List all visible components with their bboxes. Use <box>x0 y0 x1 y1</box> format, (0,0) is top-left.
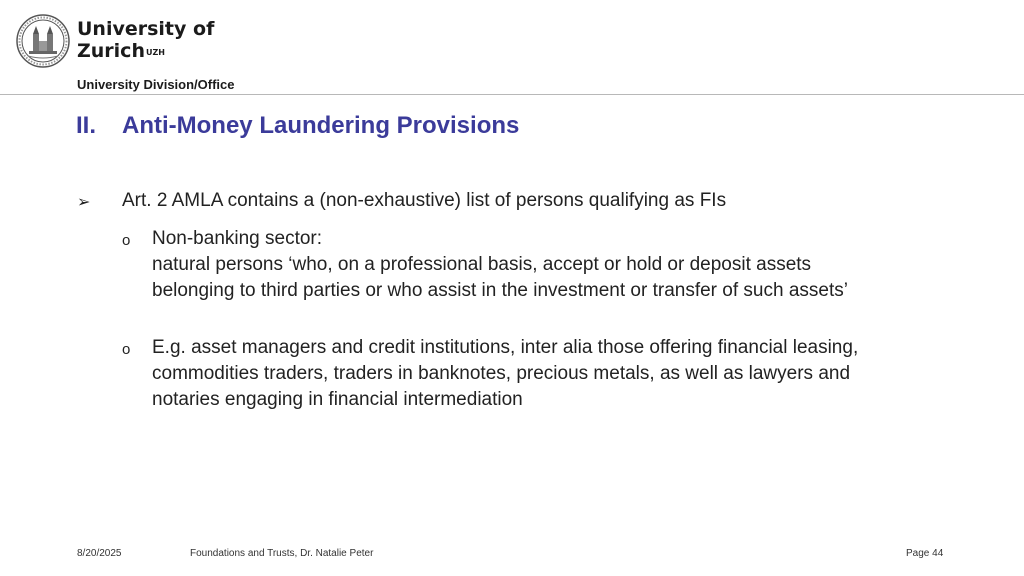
sub-item-line: Non-banking sector: <box>152 228 323 249</box>
footer-page-number: Page 44 <box>906 548 944 559</box>
sub-item-line: E.g. asset managers and credit institutions, inter alia those offering financial leasing, <box>152 337 859 358</box>
footer-date: 8/20/2025 <box>77 548 122 559</box>
sub-item-line: natural persons ‘who, on a professional basis, accept or hold or deposit assets <box>152 254 812 275</box>
sub-item-line: commodities traders, traders in banknotes, precious metals, as well as lawyers and <box>152 363 851 384</box>
logo-superscript: UZH <box>145 48 165 57</box>
footer-course: Foundations and Trusts, Dr. Natalie Peter <box>190 548 374 559</box>
slide-title <box>76 112 519 140</box>
title-text: Anti-Money Laundering Provisions <box>122 112 520 139</box>
circle-bullet-icon: o <box>122 232 131 249</box>
slide-header <box>0 0 1024 96</box>
title-number: II. <box>76 112 97 139</box>
university-logo-text <box>77 18 214 62</box>
sub-item-body <box>152 335 982 413</box>
sub-item-line: notaries engaging in financial intermediation <box>152 389 523 410</box>
arrowhead-bullet-icon: ➢ <box>77 194 91 211</box>
sub-item-line: belonging to third parties or who assist in the investment or transfer of such assets’ <box>152 280 848 301</box>
university-seal-icon <box>16 14 70 68</box>
logo-line-2: Zurich$^{UZH}$ <box>77 40 165 62</box>
circle-bullet-icon: o <box>122 341 131 358</box>
sub-item-body <box>152 226 982 304</box>
header-divider <box>0 94 1024 95</box>
logo-line-1: University of <box>77 18 215 40</box>
division-label: University Division/Office <box>77 77 235 92</box>
main-bullet-text: Art. 2 AMLA contains a (non-exhaustive) list of persons qualifying as FIs <box>122 190 727 211</box>
